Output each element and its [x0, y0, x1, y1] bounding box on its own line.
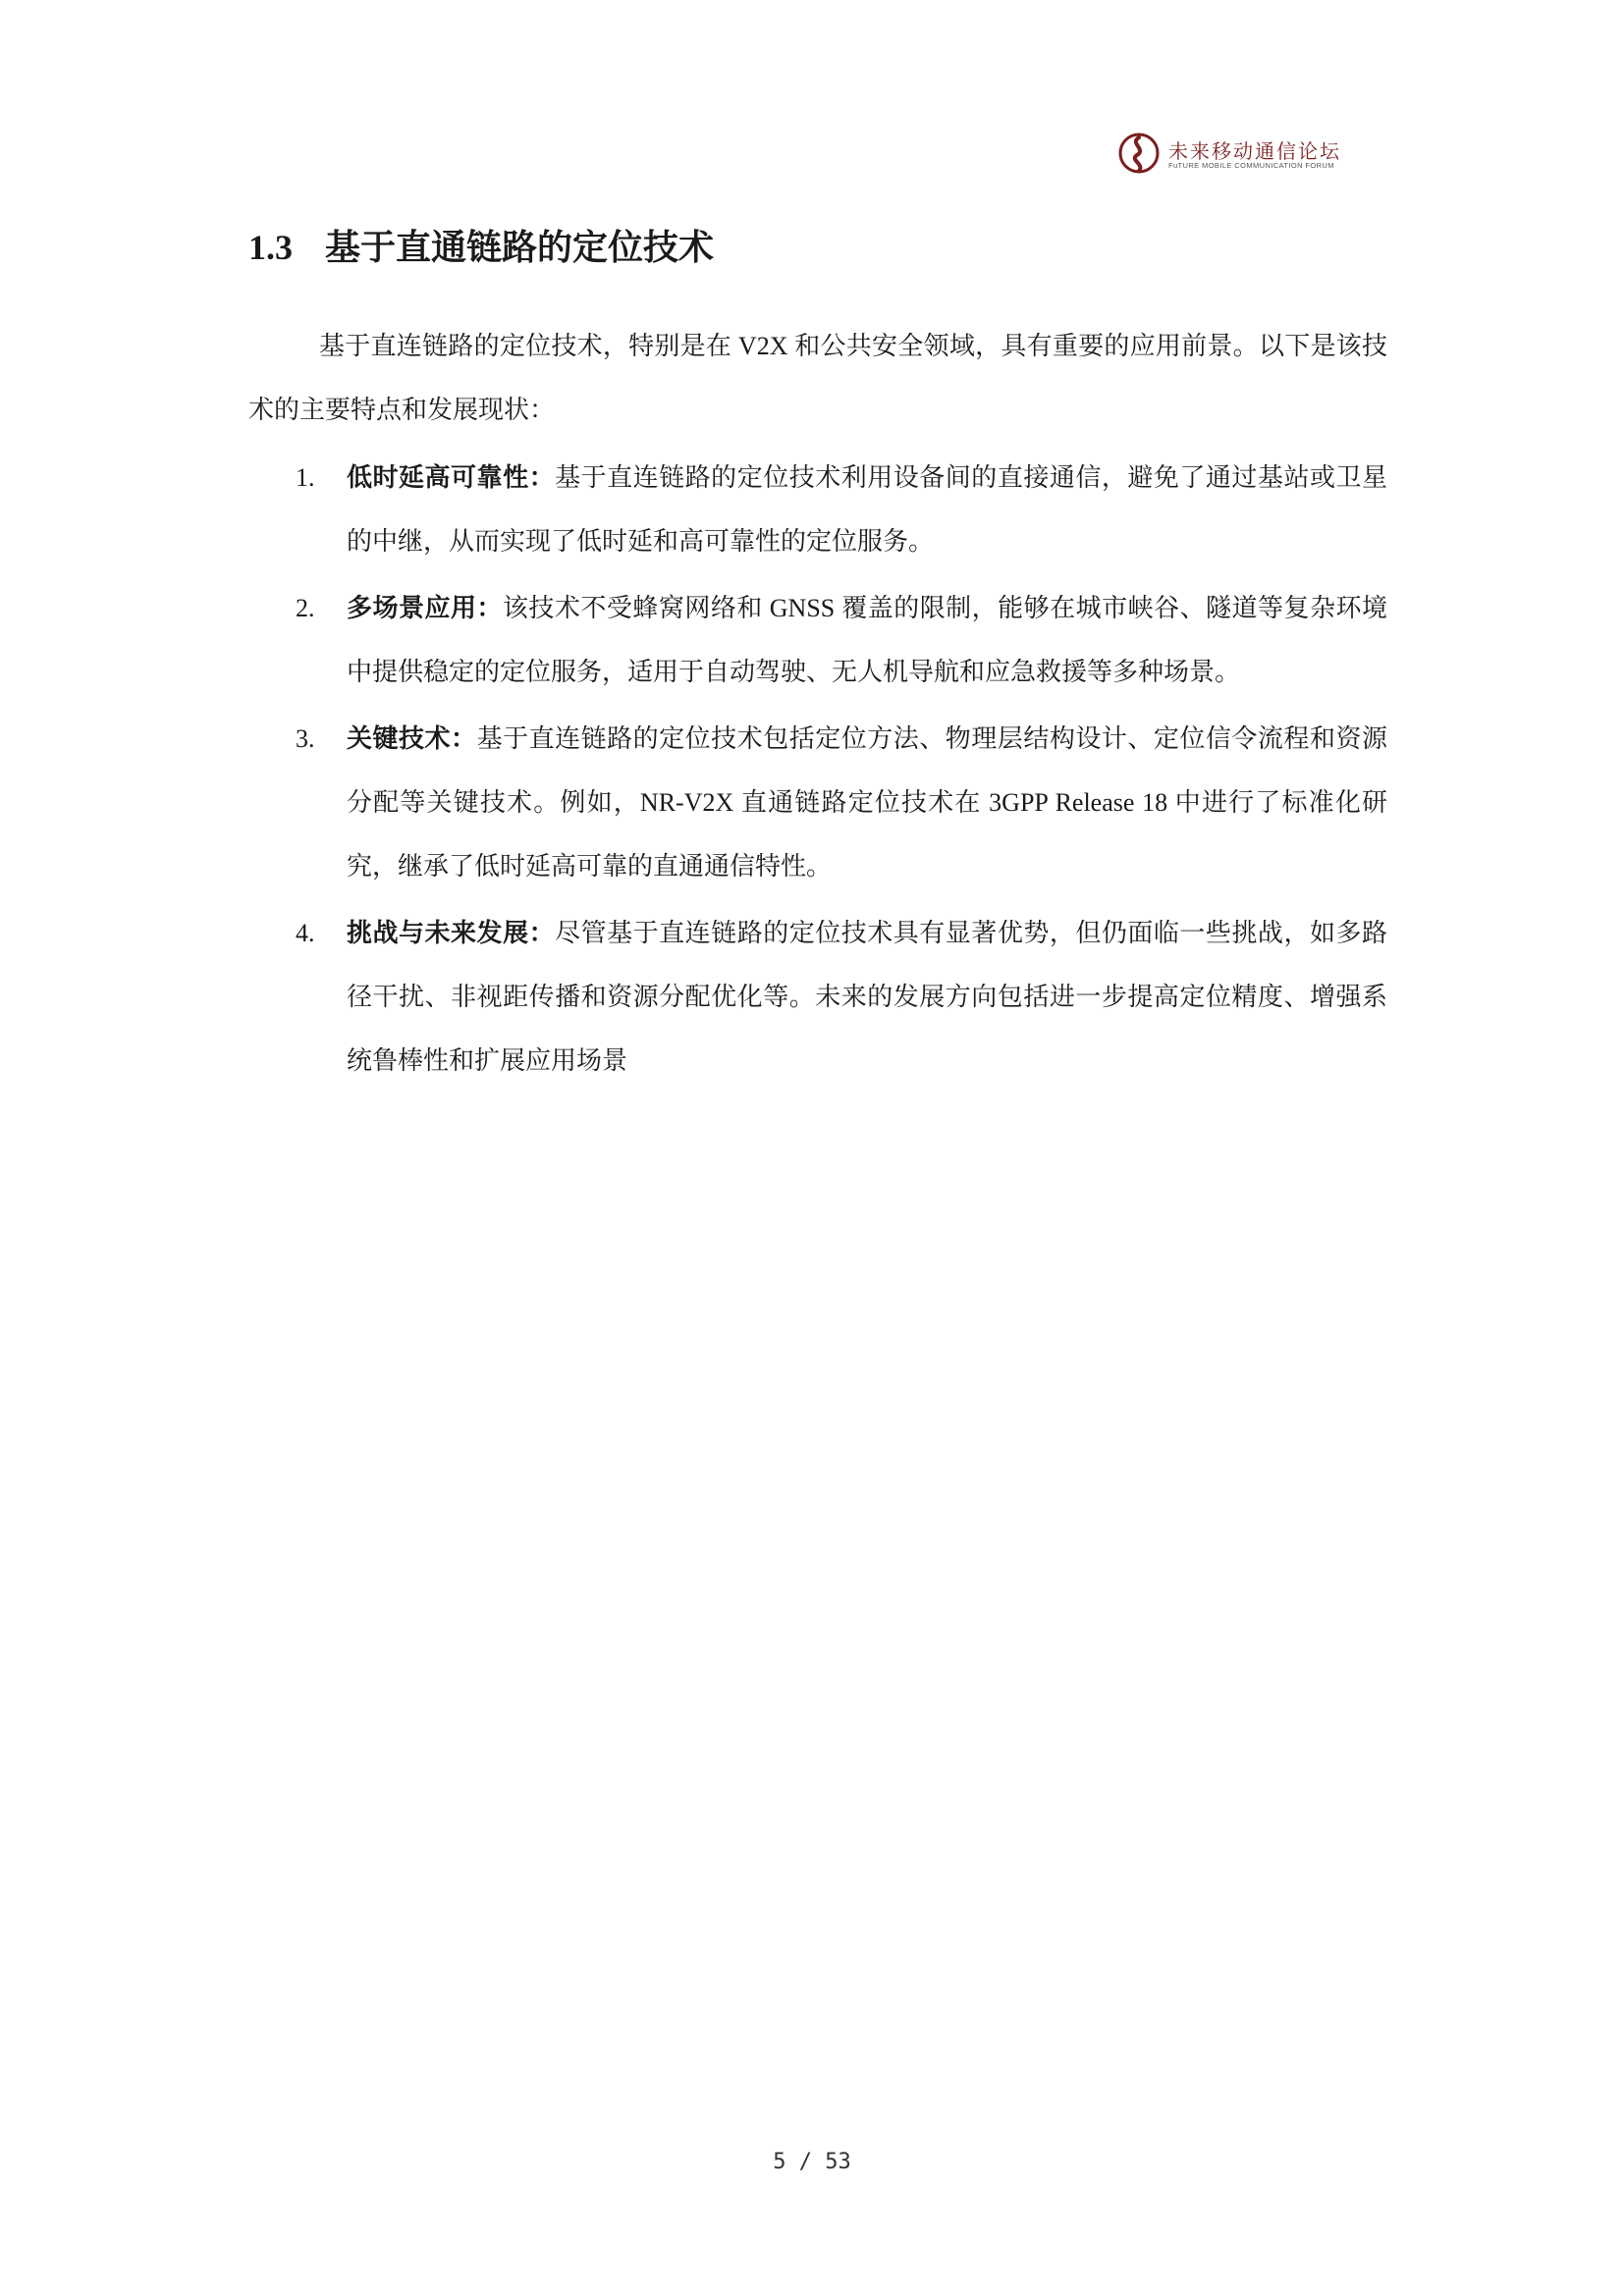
list-item-text: 基于直连链路的定位技术利用设备间的直接通信，避免了通过基站或卫星的中继，从而实现了低时延和高可靠性的定位服务。: [347, 463, 1387, 556]
logo-chinese-text: 未来移动通信论坛: [1168, 139, 1341, 163]
intro-paragraph: 基于直连链路的定位技术，特别是在 V2X 和公共安全领域，具有重要的应用前景。以下是该技术的主要特点和发展现状：: [248, 332, 1387, 424]
list-item-number: 4.: [296, 919, 315, 947]
list-item: [248, 707, 1387, 898]
list-item: [248, 901, 1387, 1093]
list-item-title: 挑战与未来发展：: [347, 919, 556, 947]
forum-logo-icon: [1117, 132, 1161, 175]
list-item-title: 多场景应用：: [347, 594, 503, 622]
page-number: 5 / 53: [773, 2150, 851, 2174]
list-item: [248, 576, 1387, 704]
list-item-number: 1.: [296, 463, 315, 492]
list-item-text: 该技术不受蜂窝网络和 GNSS 覆盖的限制，能够在城市峡谷、隧道等复杂环境中提供稳定的定位服务，适用于自动驾驶、无人机导航和应急救援等多种场景。: [347, 594, 1387, 686]
list-item: [248, 446, 1387, 573]
list-item-text: 尽管基于直连链路的定位技术具有显著优势，但仍面临一些挑战，如多路径干扰、非视距传播和资源分配优化等。未来的发展方向包括进一步提高定位精度、增强系统鲁棒性和扩展应用场景: [347, 919, 1387, 1075]
section-number: 1.3: [248, 228, 293, 267]
logo-english-text: FuTURE MOBILE COMMUNICATION FORUM: [1168, 161, 1334, 170]
list-item-title: 低时延高可靠性：: [347, 463, 556, 492]
forum-logo: [1117, 132, 1353, 177]
list-item-number: 3.: [296, 724, 315, 753]
list-item-text: 基于直连链路的定位技术包括定位方法、物理层结构设计、定位信令流程和资源分配等关键技术。例如，NR-V2X 直通链路定位技术在 3GPP Release 18 中进行了标准化研究，继承了低时延高可靠的直通通信特性。: [347, 724, 1387, 881]
document-body: [248, 314, 1387, 1095]
list-item-title: 关键技术：: [347, 724, 477, 753]
list-item-number: 2.: [296, 594, 315, 622]
section-title: 基于直通链路的定位技术: [325, 228, 715, 267]
section-heading: [248, 220, 714, 270]
feature-list: [248, 446, 1387, 1093]
